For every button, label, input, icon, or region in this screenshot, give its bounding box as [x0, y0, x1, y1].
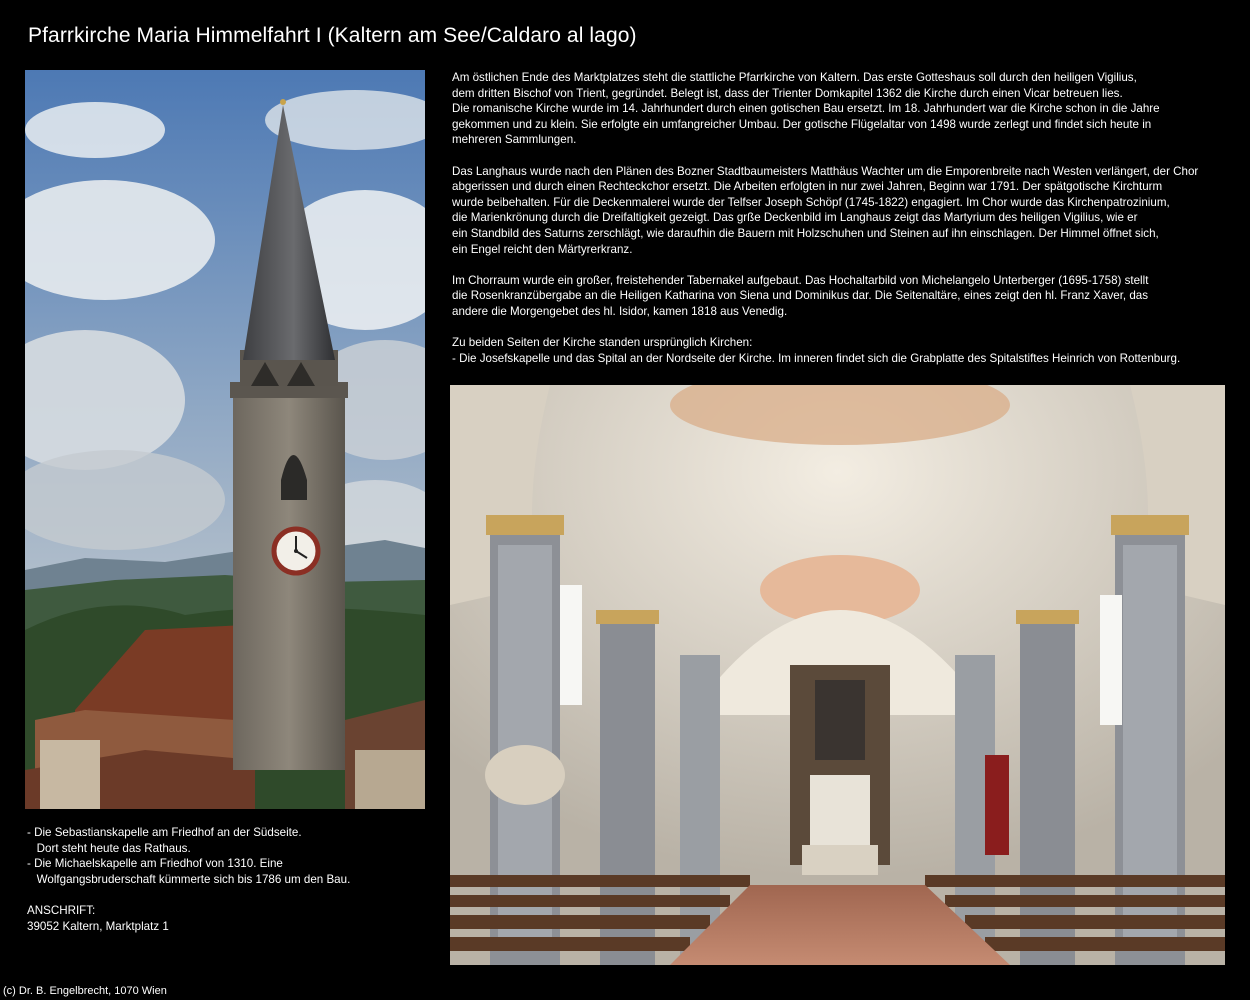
chapel-item-sebastian: - Die Sebastianskapelle am Friedhof an der Südseite. Dort steht heute das Rathaus. [27, 826, 302, 855]
church-tower-photo [25, 70, 425, 809]
copyright-footer: (c) Dr. B. Engelbrecht, 1070 Wien [3, 985, 167, 997]
article-paragraph-choir: Im Chorraum wurde ein großer, freistehender Tabernakel aufgebaut. Das Hochaltarbild von Michelangelo Unterberger (1695-1758) stellt die Rosenkranzübergabe an die Heiligen Katharina von Siena und Dominikus dar. Die Seitenaltäre, eines zeigt den hl. Franz Xaver, das andere die Morgengebet des hl. Isidor, kamen 1818 aus Venedig. [452, 273, 1149, 318]
article-paragraph-history: Am östlichen Ende des Marktplatzes steht die stattliche Pfarrkirche von Kaltern. Das erste Gotteshaus soll durch den heiligen Vigilius, dem dritten Bischof von Trient, gegründet. Belegt ist, dass der Trienter Domkapitel 1362 die Kirche durch einen Vicar betreuen lies. Die romanische Kirche wurde im 14. Jahrhundert durch einen gotischen Bau ersetzt. Im 18. Jahrhundert war die Kirche schon in die Jahre gekommen und zu klein. Sie erfolgte ein umfangreicher Umbau. Der gotische Flügelaltar von 1498 wurde zerlegt und findet sich heute in mehreren Sammlungen. [452, 71, 1160, 147]
article-paragraph-chapels: Zu beiden Seiten der Kirche standen ursprünglich Kirchen: - Die Josefskapelle und das Spital an der Nordseite der Kirche. Im inneren findet sich die Grabplatte des Spitalstiftes Heinrich von Rottenburg. [452, 336, 1181, 365]
chapel-item-michael: - Die Michaelskapelle am Friedhof von 1310. Eine Wolfgangsbruderschaft kümmerte sich bis 1786 um den Bau. [27, 857, 351, 886]
article-paragraph-remodel: Das Langhaus wurde nach den Plänen des Bozner Stadtbaumeisters Matthäus Wachter um die Emporenbreite nach Westen verlängert, der Chor abgerissen und durch einen Rechteckchor ersetzt. Die Arbeiten erfolgten in nur zwei Jahren, Beginn war 1791. Der spätgotische Kirchturm wurde beibehalten. Für die Deckenmalerei wurde der Telfser Joseph Schöpf (1745-1822) engagiert. Im Chor wurde das Kirchenpatrozinium, die Marienkrönung durch die Dreifaltigkeit gezeigt. Das grße Deckenbild im Langhaus zeigt das Martyrium des heiligen Vigilius, wie er ein Standbild des Saturns zerschlägt, wie daraufhin die Bauern mit Holzschuhen und Steinen auf ihn einschlagen. Der Himmel öffnet sich, ein Engel reicht den Märtyrerkranz. [452, 164, 1199, 256]
page-title: Pfarrkirche Maria Himmelfahrt I (Kaltern am See/Caldaro al lago) [28, 24, 637, 47]
address-block: ANSCHRIFT: 39052 Kaltern, Marktplatz 1 [27, 903, 169, 933]
article-text [452, 70, 1242, 382]
chapels-list [27, 825, 427, 934]
church-interior-photo [450, 385, 1225, 965]
